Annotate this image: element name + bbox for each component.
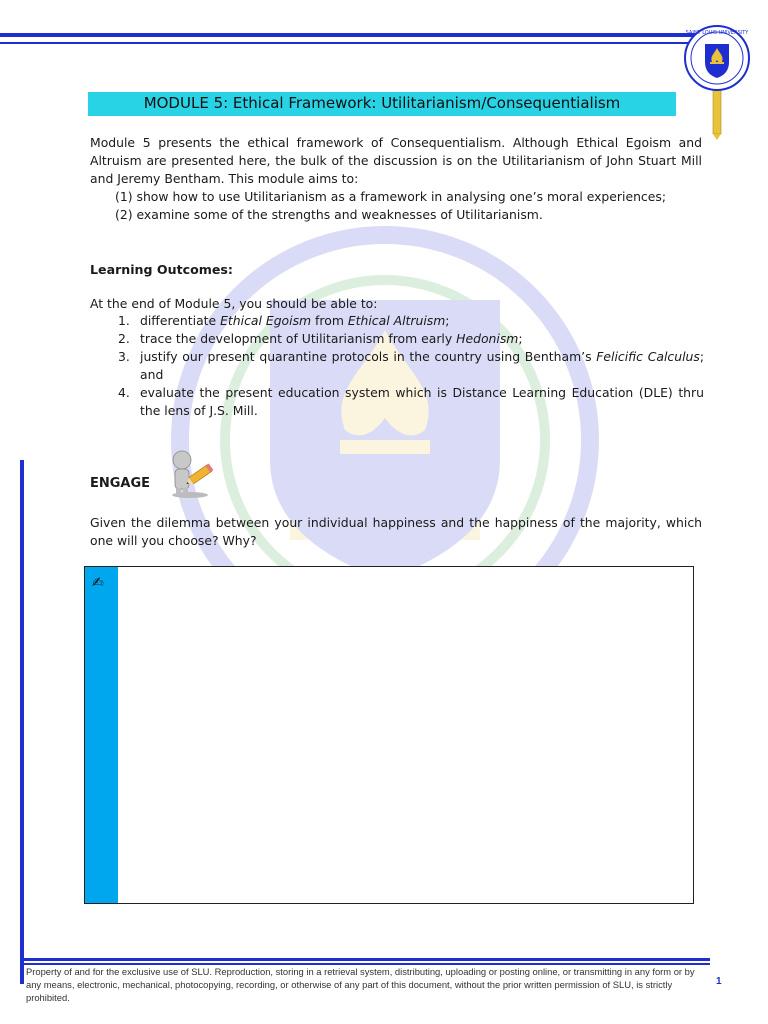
outcome-item: 1. differentiate Ethical Egoism from Ethical Altruism; <box>118 313 450 328</box>
outcome-item: 4. evaluate the present education system which is Distance Learning Education (DLE) thru the lens of J.S. Mill. <box>118 385 704 418</box>
thinking-figure-pencil-icon <box>164 448 216 498</box>
header-rule-top <box>0 33 700 37</box>
page-number: 1 <box>716 976 722 987</box>
engage-question: Given the dilemma between your individual happiness and the happiness of the majority, which one will you choose? Why? <box>90 515 702 548</box>
engage-heading: ENGAGE <box>90 476 151 491</box>
intro-paragraph: Module 5 presents the ethical framework of Consequentialism. Although Ethical Egoism and Altruism are presented here, the bulk of the discussion is on the Utilitarianism of John Stuart Mill and Jeremy Bentham. This module aims to: <box>90 135 702 186</box>
copyright-notice: Property of and for the exclusive use of SLU. Reproduction, storing in a retrieval system, distributing, uploading or posting online, or transmitting in any form or by any means, electronic, mechanical, photocopying, recording, or otherwise of any part of this document, without the prior written permission of SLU, is strictly prohibited. <box>26 966 695 1003</box>
learning-outcomes-lead: At the end of Module 5, you should be able to: <box>90 296 378 311</box>
module-title: MODULE 5: Ethical Framework: Utilitarianism/Consequentialism <box>143 94 621 112</box>
answer-box-strip <box>85 567 118 903</box>
module-title-bar <box>88 92 676 116</box>
answer-box[interactable] <box>84 566 694 904</box>
aim-item: (1) show how to use Utilitarianism as a framework in analysing one’s moral experiences; <box>115 189 667 204</box>
svg-text:SAINT LOUIS UNIVERSITY: SAINT LOUIS UNIVERSITY <box>685 30 749 36</box>
learning-outcomes-list <box>118 312 704 420</box>
writing-hand-icon: ✍ <box>92 575 104 591</box>
aim-item: (2) examine some of the strengths and weaknesses of Utilitarianism. <box>115 207 543 222</box>
outcome-item: 3. justify our present quarantine protocols in the country using Bentham’s Felicific Calculus; and <box>118 349 705 382</box>
header-rule-bottom <box>0 42 700 44</box>
footer-rule-top <box>20 958 710 961</box>
learning-outcomes-heading: Learning Outcomes: <box>90 262 233 277</box>
university-seal-logo <box>676 18 758 140</box>
outcome-item: 2. trace the development of Utilitarianism from early Hedonism; <box>118 331 523 346</box>
module-aims <box>115 188 666 224</box>
left-margin-rule <box>20 460 24 984</box>
